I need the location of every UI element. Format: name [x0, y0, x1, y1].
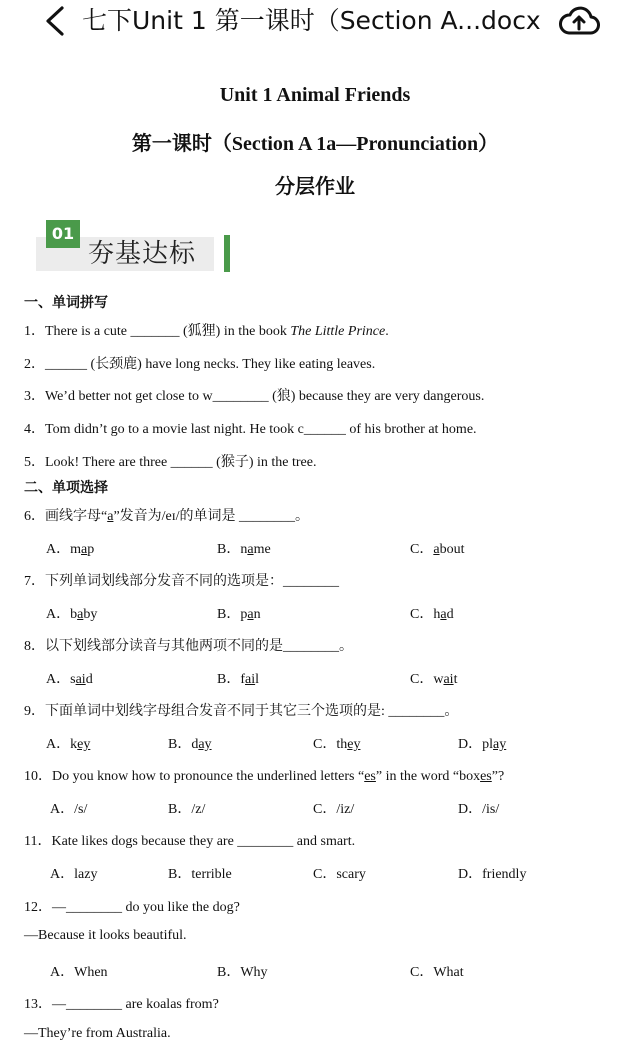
- question-13-response: —They’re from Australia.: [24, 1026, 171, 1041]
- q10-option-d: D．/is/: [458, 802, 500, 817]
- q11-option-d: D．friendly: [458, 867, 527, 882]
- question-7: 7．下列单词划线部分发音不同的选项是：________: [24, 574, 339, 589]
- q7-option-c: C．had: [410, 607, 454, 622]
- q11-option-a: A．lazy: [50, 867, 98, 882]
- section-title-spelling: 一、单词拼写: [24, 296, 108, 311]
- q7-option-b: B．pan: [217, 607, 261, 622]
- q9-option-c: C．they: [313, 737, 361, 752]
- question-12: 12．—________ do you like the dog?: [24, 900, 240, 915]
- q9-option-a: A．key: [46, 737, 91, 752]
- homework-label: 分层作业: [275, 176, 355, 198]
- spelling-item-5: 5．Look! There are three ______ (猴子) in the tree.: [24, 455, 317, 470]
- q10-option-a: A．/s/: [50, 802, 88, 817]
- q11-option-c: C．scary: [313, 867, 366, 882]
- badge-number: 01: [46, 220, 80, 248]
- question-10: 10．Do you know how to pronounce the underlined letters “es” in the word “boxes”?: [24, 769, 505, 784]
- spelling-item-4: 4．Tom didn’t go to a movie last night. He took c______ of his brother at home.: [24, 422, 477, 437]
- question-11: 11．Kate likes dogs because they are ________ and smart.: [24, 834, 356, 849]
- q10-option-b: B．/z/: [168, 802, 206, 817]
- q6-option-a: A．map: [46, 542, 95, 557]
- document-title: 七下Unit 1 第一课时（Section A...docx: [82, 6, 541, 35]
- document-heading: Unit 1 Animal Friends: [219, 84, 411, 106]
- lesson-subtitle: 第一课时（Section A 1a—Pronunciation）: [131, 133, 499, 155]
- spelling-item-3: 3．We’d better not get close to w________ (狼) because they are very dangerous.: [24, 389, 485, 404]
- q9-option-d: D．play: [458, 737, 507, 752]
- chevron-left-icon[interactable]: [42, 6, 68, 36]
- q12-option-c: C．What: [410, 965, 464, 980]
- q12-option-a: A．When: [50, 965, 108, 980]
- top-bar: [0, 0, 640, 44]
- q11-option-b: B．terrible: [168, 867, 232, 882]
- cloud-upload-icon[interactable]: [558, 3, 600, 39]
- q7-option-a: A．baby: [46, 607, 98, 622]
- question-8: 8．以下划线部分读音与其他两项不同的是________。: [24, 639, 353, 654]
- section-badge: [36, 217, 236, 273]
- spelling-item-2: 2．______ (长颈鹿) have long necks. They like eating leaves.: [24, 357, 376, 372]
- q8-option-a: A．said: [46, 672, 93, 687]
- q6-option-b: B．name: [217, 542, 271, 557]
- question-12-response: —Because it looks beautiful.: [24, 928, 187, 943]
- q8-option-c: C．wait: [410, 672, 458, 687]
- badge-accent-bar: [224, 235, 230, 272]
- question-6: 6．画线字母“a”发音为/eɪ/的单词是 ________。: [24, 509, 310, 524]
- spelling-item-1: 1．There is a cute _______ (狐狸) in the book The Little Prince.: [24, 324, 389, 339]
- question-13: 13．—________ are koalas from?: [24, 997, 219, 1012]
- q8-option-b: B．fail: [217, 672, 260, 687]
- badge-title: 夯基达标: [88, 239, 197, 269]
- section-title-choice: 二、单项选择: [24, 481, 108, 496]
- q10-option-c: C．/iz/: [313, 802, 355, 817]
- q9-option-b: B．day: [168, 737, 212, 752]
- q12-option-b: B．Why: [217, 965, 268, 980]
- q6-option-c: C．about: [410, 542, 465, 557]
- question-9: 9．下面单词中划线字母组合发音不同于其它三个选项的是: ________。: [24, 704, 459, 719]
